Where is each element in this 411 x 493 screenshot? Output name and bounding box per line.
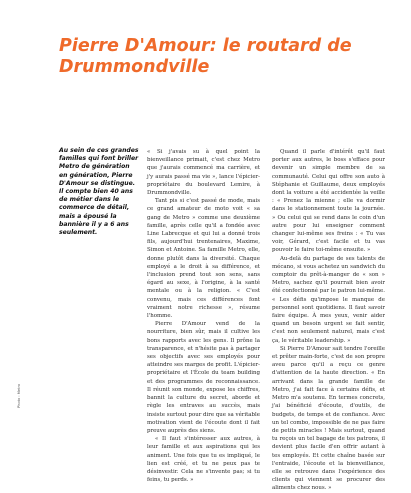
paragraph: « Il faut s'intéresser aux autres, à leur famille et aux aspirations qui les animent. Une fois que tu es impliqué, le lien est créé, et tu ne peux pas te désinvestir. Cela ne s'invente pas; si tu feins, tu perds. » xyxy=(147,436,260,484)
article-title: Pierre D'Amour: le routard de Drummondville xyxy=(59,36,352,77)
article-intro: Au sein de ces grandes familles qui font briller Metro de génération en génération, Pierre D'Amour se distingue. Il compte bien 40 ans de métier dans le commerce de détail, mais a épousé la bannière il y a 6 ans seulement. xyxy=(59,147,139,237)
paragraph: « Si j'avais su à quel point la bienveillance primait, c'est chez Metro que j'aurais commencé ma carrière, et j'y aurais passé ma vie », lance l'épicier-propriétaire du boulevard Lemire, à Drummondville. xyxy=(147,149,260,197)
body-column-left xyxy=(147,148,260,484)
photo-credit: Photo : Metro xyxy=(17,383,21,408)
paragraph: Pierre D'Amour vend de la nourriture, bien sûr, mais il cultive les bons rapports avec les gens. Il prône la transparence, et n'hésite pas à partager ses objectifs avec ses employés pour atteindre ses marges de profit. L'épicier-propriétaire et l'École du team building et des programmes de reconnaissance. Il réunit son monde, expose les chiffres, bannit la culture du secret, aborde et règle les entraves au succès, mais insiste surtout pour dire que sa véritable motivation vient de l'écoute dont il fait preuve auprès des siens. xyxy=(147,321,260,434)
paragraph: Si Pierre D'Amour sait tendre l'oreille et prêter main-forte, c'est de son propre aveu parce qu'il a reçu ce genre d'attention de la haute direction. « En arrivant dans la grande famille de Metro, j'ai fait face à certains défis, et Metro m'a soutenu. En termes concrets, j'ai bénéficié d'écoute, d'outils, de budgets, de temps et de confiance. Avec un tel combo, impossible de ne pas faire de petits miracles ! Mais surtout, quand tu reçois un tel bagage de tes patrons, il devient plus facile d'en offrir autant à tes employés. Et cette chaîne basée sur l'entraide, l'écoute et la bienveillance, elle se retrouve dans l'expérience des clients qui viennent se procurer des aliments chez nous. » xyxy=(272,345,385,492)
paragraph: Quand il parle d'intérêt qu'il faut porter aux autres, le boss s'efface pour devenir un simple membre de sa communauté. Celui qui offre son auto à Stéphanie et Guillaume, deux employés dont la voiture a été accidentée la veille : « Prenez la mienne ; elle va dormir dans le stationnement toute la journée. » Ou celui qui se rend dans le coin d'un autre pour lui enseigner comment changer lui-même ses freins : « Tu vas voir, Gérard, c'est facile et tu vas pouvoir le faire toi-même ensuite. » xyxy=(272,149,385,254)
paragraph: Au-delà du partage de ses talents de mécano, si vous achetez un sandwich du comptoir du prêt-à-manger de « son » Metro, sachez qu'il pourrait bien avoir été confectionné par le patron lui-même. « Les défis qu'impose le manque de personnel sont quotidiens. Il faut savoir faire équipe. À mes yeux, venir aider quand un besoin urgent se fait sentir, c'est non seulement naturel, mais c'est ça, le véritable leadership. » xyxy=(272,255,385,344)
body-column-right xyxy=(272,148,385,492)
paragraph: Tant pis si c'est passé de mode, mais ce grand amateur de moto voit « sa gang de Metro » comme une deuxième famille, après celle qu'il a fondée avec Line Labrecque et qui lui a donné trois fils, aujourd'hui trentenaires, Maxime, Simon et Antoine. Sa famille Metro, elle, donne plutôt dans la diversité. Chaque employé a le droit à sa différence, et l'inclusion prend tout son sens, sans égard au sexe, à l'origine, à la santé mentale ou à la religion. « C'est convenu, mais ces différences font vraiment notre richesse », résume l'homme. xyxy=(147,198,260,320)
